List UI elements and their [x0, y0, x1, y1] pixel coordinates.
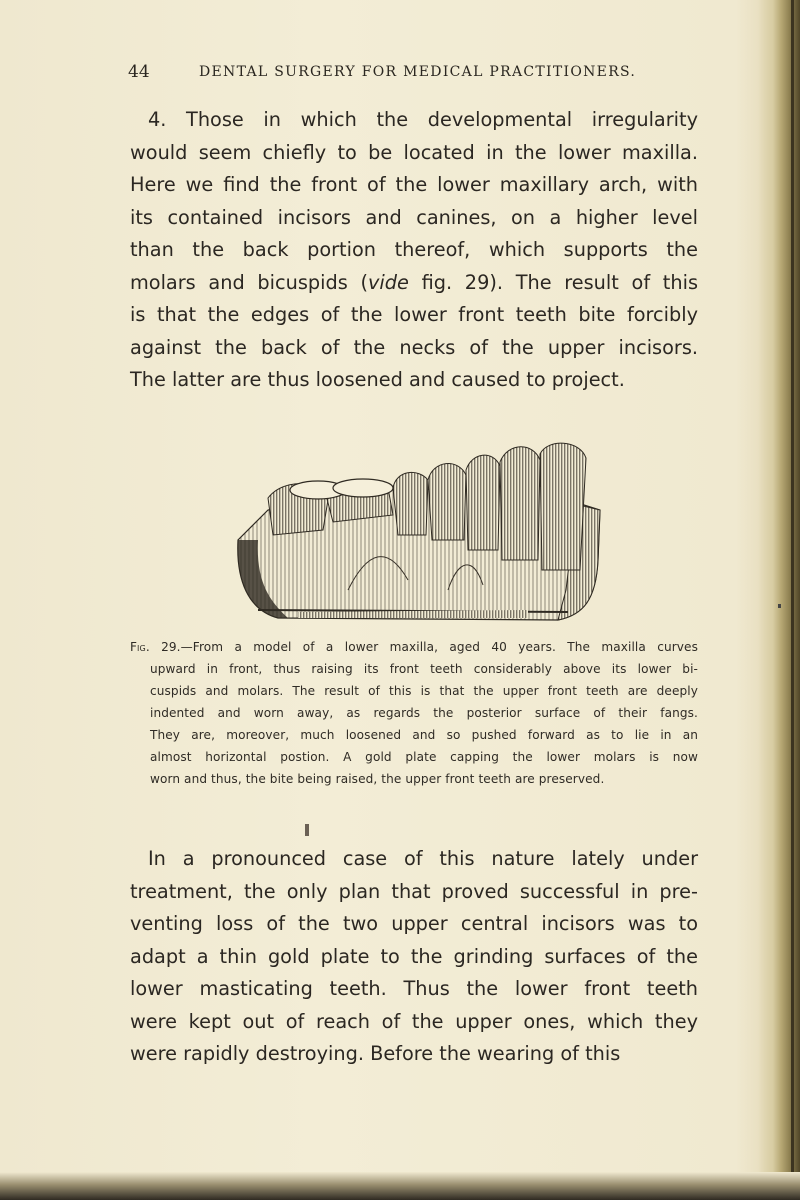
running-header [128, 62, 688, 84]
ink-mark [305, 824, 309, 836]
paragraph-line: its contained incisors and canines, on a higher level [130, 205, 698, 229]
caption-line: upward in front, thus raising its front teeth considerably above its lower bi- [150, 662, 698, 676]
lower-maxilla-illustration [228, 440, 602, 630]
paragraph-line: Here we find the front of the lower maxillary arch, with [130, 173, 698, 196]
paragraph-line: The latter are thus loosened and caused to project. [130, 368, 625, 391]
figure-caption [130, 636, 698, 790]
molar-crown-2 [333, 479, 393, 497]
caption-text: —From a model of a lower maxilla, aged 40 years. The maxilla curves [180, 640, 698, 654]
running-title: DENTAL SURGERY FOR MEDICAL PRACTITIONERS. [199, 64, 637, 80]
paragraph-line: were rapidly destroying. Before the wearing of this [130, 1042, 621, 1065]
paragraph-line: treatment, the only plan that proved successful in pre- [130, 879, 698, 903]
paragraph-line: lower masticating teeth. Thus the lower front teeth [130, 977, 698, 1000]
canine-tooth [428, 464, 466, 540]
paragraph-line: In a pronounced case of this nature lately under [148, 847, 698, 870]
paragraph-line: adapt a thin gold plate to the grinding surfaces of the [130, 944, 698, 968]
paragraph-line: against the back of the necks of the upper incisors. [130, 335, 698, 359]
paragraph-line: venting loss of the two upper central incisors was to [130, 912, 698, 935]
paragraph-2 [130, 843, 698, 1071]
jaw-engraving-figure [228, 440, 602, 630]
caption-line: cuspids and molars. The result of this is that the upper front teeth are deeply [150, 684, 698, 698]
paragraph-1 [130, 104, 698, 397]
paragraph-line: 4. Those in which the developmental irregularity [148, 108, 698, 131]
paragraph-line: would seem chiefly to be located in the lower maxilla. [130, 140, 698, 164]
page-bottom-edge [0, 1172, 800, 1200]
caption-line: indented and worn away, as regards the posterior surface of their fangs. [150, 706, 698, 720]
caption-label: Fig. 29. [130, 640, 181, 654]
book-spine-edge [791, 0, 794, 1200]
line-part: molars and bicuspids ( [130, 270, 368, 294]
paragraph-line: were kept out of reach of the upper ones, which they [130, 1009, 698, 1033]
front-incisor-tooth-1 [500, 447, 540, 560]
paragraph-line: than the back portion thereof, which supports the [130, 238, 698, 261]
page-number: 44 [128, 62, 150, 82]
caption-line: worn and thus, the bite being raised, the upper front teeth are preserved. [150, 772, 605, 786]
lateral-incisor-tooth [466, 455, 500, 550]
bicuspid-tooth [393, 472, 428, 535]
paragraph-line: is that the edges of the lower front teeth bite forcibly [130, 303, 698, 326]
caption-line [130, 636, 698, 658]
front-incisor-tooth-2 [540, 443, 586, 570]
line-part: fig. 29). The result of this [408, 270, 698, 294]
paragraph-line-with-reference [130, 267, 698, 300]
caption-line: almost horizontal postion. A gold plate capping the lower molars is now [150, 750, 698, 764]
caption-line: They are, moreover, much loosened and so pushed forward as to lie in an [150, 728, 698, 742]
ink-speck [778, 604, 781, 608]
vide-italic: vide [368, 270, 409, 294]
